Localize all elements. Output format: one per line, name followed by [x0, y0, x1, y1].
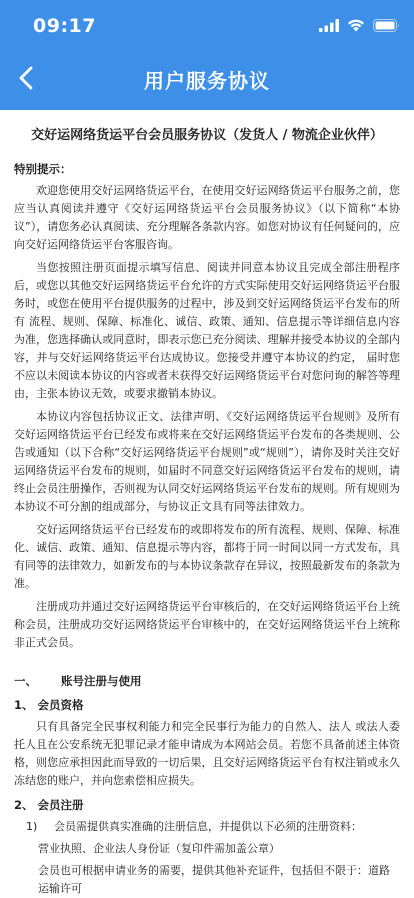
- paragraph: 注册成功并通过交好运网络货运平台审核后的，在交好运网络货运平台上统称会员，注册成功交好运网络货运平台审核中的，在交好运网络货运平台上统称 非正式会员。: [14, 600, 400, 649]
- app-header: [0, 0, 414, 110]
- signal-icon: [319, 17, 339, 36]
- list-item-number: 1): [26, 820, 38, 833]
- tips-heading: 特别提示：: [14, 162, 72, 176]
- status-time: 09:17: [33, 15, 96, 37]
- paragraph: 只有具备完全民事权利能力和完全民事行为能力的自然人、法人 或法人委托人且在公安系统无犯罪记录才能申请成为本网站会员。若您不具备前述主体资格，则您应承担因此而导致的一切后果，且交好运网络货运平台有权注销或永久冻结您的账户，并向您索偿相应损失。: [14, 720, 400, 787]
- status-icons: [319, 17, 400, 36]
- agreement-content[interactable]: [0, 110, 414, 895]
- list-item-text: 会员需提供真实准确的注册信息，并提供以下必须的注册资料：: [54, 820, 362, 833]
- list-item-detail: 会员也可根据申请业务的需要，提供其他补充证件，包括但不限于：道路运输许可: [38, 864, 390, 895]
- section-heading: 2、 会员注册: [14, 798, 84, 812]
- status-bar: [0, 0, 414, 50]
- paragraph: 本协议内容包括协议正文、法律声明、《交好运网络货运平台规则》及所有交好运网络货运平台已经发布或将来在交好运网络货运平台发布的各类规则、公告或通知（以下合称“交好运网络货运平台规则”或“规则”），请你及时关注交好运网络货运平台发布的规则，如届时不同意交好运网络货运平台发布的规则，请终止会员注册操作，否则视为认同交好运网络货运平台发布的规则。所有规则为本协议不可分割的组成部分，与协议正文具有同等法律效力。: [14, 410, 400, 513]
- page-title: 用户服务协议: [144, 69, 270, 93]
- list-item-detail: 营业执照、企业法人身份证（复印件需加盖公章）: [38, 842, 280, 855]
- document-title: 交好运网络货运平台会员服务协议（发货人 / 物流企业伙伴）: [31, 128, 383, 143]
- paragraph: 当您按照注册页面提示填写信息、阅读并同意本协议且完成全部注册程序后，或您以其他交好运网络货运平台允许的方式实际使用交好运网络货运平台服务时，或您在使用平台提供服务的过程中，涉及到交好运网络货运平台发布的所有 流程、规则、保障、标准化、诚信、政策、通知、信息提示等详细信息内容为准，您选择确认或同意时，即表示您已充分阅读、理解并接受本协议的全部内容，并与交好运网络货运平台达成协议。您接受并遵守本协议的约定， 届时您不应以未阅读本协议的内容或者未获得交好运网络货运平台对您问询的解答等理由，主张本协议无效，或要求撤销本协议。: [14, 261, 400, 400]
- wifi-icon: [347, 17, 365, 36]
- list-item: [14, 818, 400, 836]
- navigation-bar: [0, 50, 414, 110]
- chapter-heading: 一、 账号注册与使用: [14, 674, 142, 688]
- paragraph: 欢迎您使用交好运网络货运平台，在使用交好运网络货运平台服务之前，您应当认真阅读并遵守《交好运网络货运平台会员服务协议》（以下简称“本协议”），请您务必认真阅读、充分理解各条款内容。如您对协议有任何疑问的，应向交好运网络货运平台客服咨询。: [14, 184, 400, 251]
- paragraph: 交好运网络货运平台已经发布的或即将发布的所有流程、规则、保障、标准化、诚信、政策、通知、信息提示等内容，都将于同一时间以同一方式发布，具有同等的法律效力，如新发布的与本协议条款存在异议，按照最新发布的条款为准。: [14, 523, 400, 590]
- section-heading: 1、 会员资格: [14, 698, 84, 712]
- battery-icon: [373, 17, 400, 36]
